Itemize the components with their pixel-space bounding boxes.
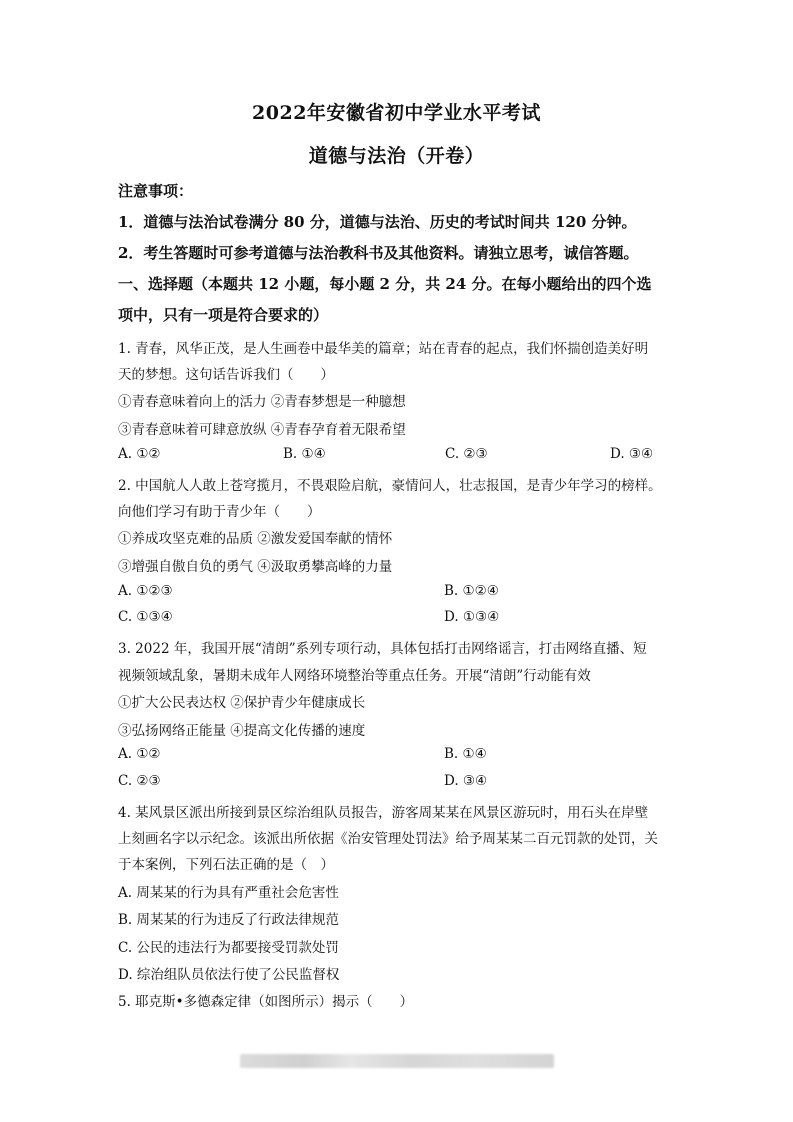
exam-subtitle: 道德与法治（开卷）	[308, 145, 485, 167]
q4-option-b: B. 周某某的行为违反了行政法律规范	[118, 912, 340, 928]
q4-stem-line-2: 上刻画名字以示纪念。该派出所依据《治安管理处罚法》给予周某某二百元罚款的处罚，关	[118, 831, 658, 847]
notice-item-1: 1．道德与法治试卷满分 80 分，道德与法治、历史的考试时间共 120 分钟。	[118, 213, 637, 231]
q1-stem-line-2: 天的梦想。这句话告诉我们（ ）	[118, 367, 334, 383]
q1-option-b: B. ①④	[283, 446, 326, 462]
q4-stem-line-3: 于本案例，下列石法正确的是（ ）	[118, 857, 334, 873]
q3-stem-line-1: 3. 2022 年，我国开展“清朗”系列专项行动，具体包括打击网络谣言，打击网络直播、短	[118, 641, 647, 657]
q5-stem-line-1: 5. 耶克斯•多德森定律（如图所示）揭示（ ）	[118, 994, 414, 1010]
q1-statements-1: ①青春意味着向上的活力 ②青春梦想是一种臆想	[118, 394, 406, 410]
q3-statements-2: ③弘扬网络正能量 ④提高文化传播的速度	[118, 723, 366, 739]
q2-stem-line-2: 向他们学习有助于青少年（ ）	[118, 504, 321, 520]
q1-option-d: D. ③④	[610, 446, 654, 462]
q2-option-c: C. ①③④	[118, 609, 173, 625]
q4-option-a: A. 周某某的行为具有严重社会危害性	[118, 885, 339, 901]
notice-heading: 注意事项：	[118, 182, 194, 200]
q2-option-b: B. ①②④	[444, 583, 499, 599]
section-heading-line-2: 项中，只有一项是符合要求的）	[118, 306, 329, 324]
notice-item-2: 2．考生答题时可参考道德与法治教科书及其他资料。请独立思考，诚信答题。	[118, 244, 639, 262]
q1-option-a: A. ①②	[118, 446, 161, 462]
exam-title: 2022年安徽省初中学业水平考试	[252, 102, 541, 124]
q3-statements-1: ①扩大公民表达权 ②保护青少年健康成长	[118, 695, 366, 711]
q2-option-d: D. ①③④	[444, 609, 500, 625]
q3-stem-line-2: 视频领域乱象，暑期未成年人网络环境整治等重点任务。开展“清朗”行动能有效	[118, 668, 591, 684]
blurred-footer-watermark	[240, 1054, 554, 1068]
q2-stem-line-1: 2. 中国航人人敢上苍穹揽月，不畏艰险启航，豪情问人，壮志报国，是青少年学习的榜样。	[118, 478, 662, 494]
q3-option-b: B. ①④	[444, 746, 487, 762]
q1-statements-2: ③青春意味着可肆意放纵 ④青春孕育着无限希望	[118, 422, 406, 438]
q4-option-c: C. 公民的违法行为都要接受罚款处罚	[118, 940, 339, 956]
q4-option-d: D. 综治组队员依法行使了公民监督权	[118, 967, 340, 983]
section-heading-line-1: 一、选择题（本题共 12 小题，每小题 2 分，共 24 分。在每小题给出的四个选	[118, 275, 652, 293]
q3-option-a: A. ①②	[118, 746, 161, 762]
q1-stem-line-1: 1. 青春，风华正茂，是人生画卷中最华美的篇章；站在青春的起点，我们怀揣创造美好明	[118, 341, 649, 357]
q4-stem-line-1: 4. 某风景区派出所接到景区综治组队员报告，游客周某某在风景区游玩时，用石头在岸壁	[118, 805, 649, 821]
q3-option-d: D. ③④	[444, 773, 488, 789]
q2-statements-1: ①养成攻坚克难的品质 ②激发爱国奉献的情怀	[118, 531, 393, 547]
q3-option-c: C. ②③	[118, 773, 161, 789]
q2-option-a: A. ①②③	[118, 583, 173, 599]
q2-statements-2: ③增强自傲自负的勇气 ④汲取勇攀高峰的力量	[118, 559, 393, 575]
q1-option-c: C. ②③	[445, 446, 488, 462]
